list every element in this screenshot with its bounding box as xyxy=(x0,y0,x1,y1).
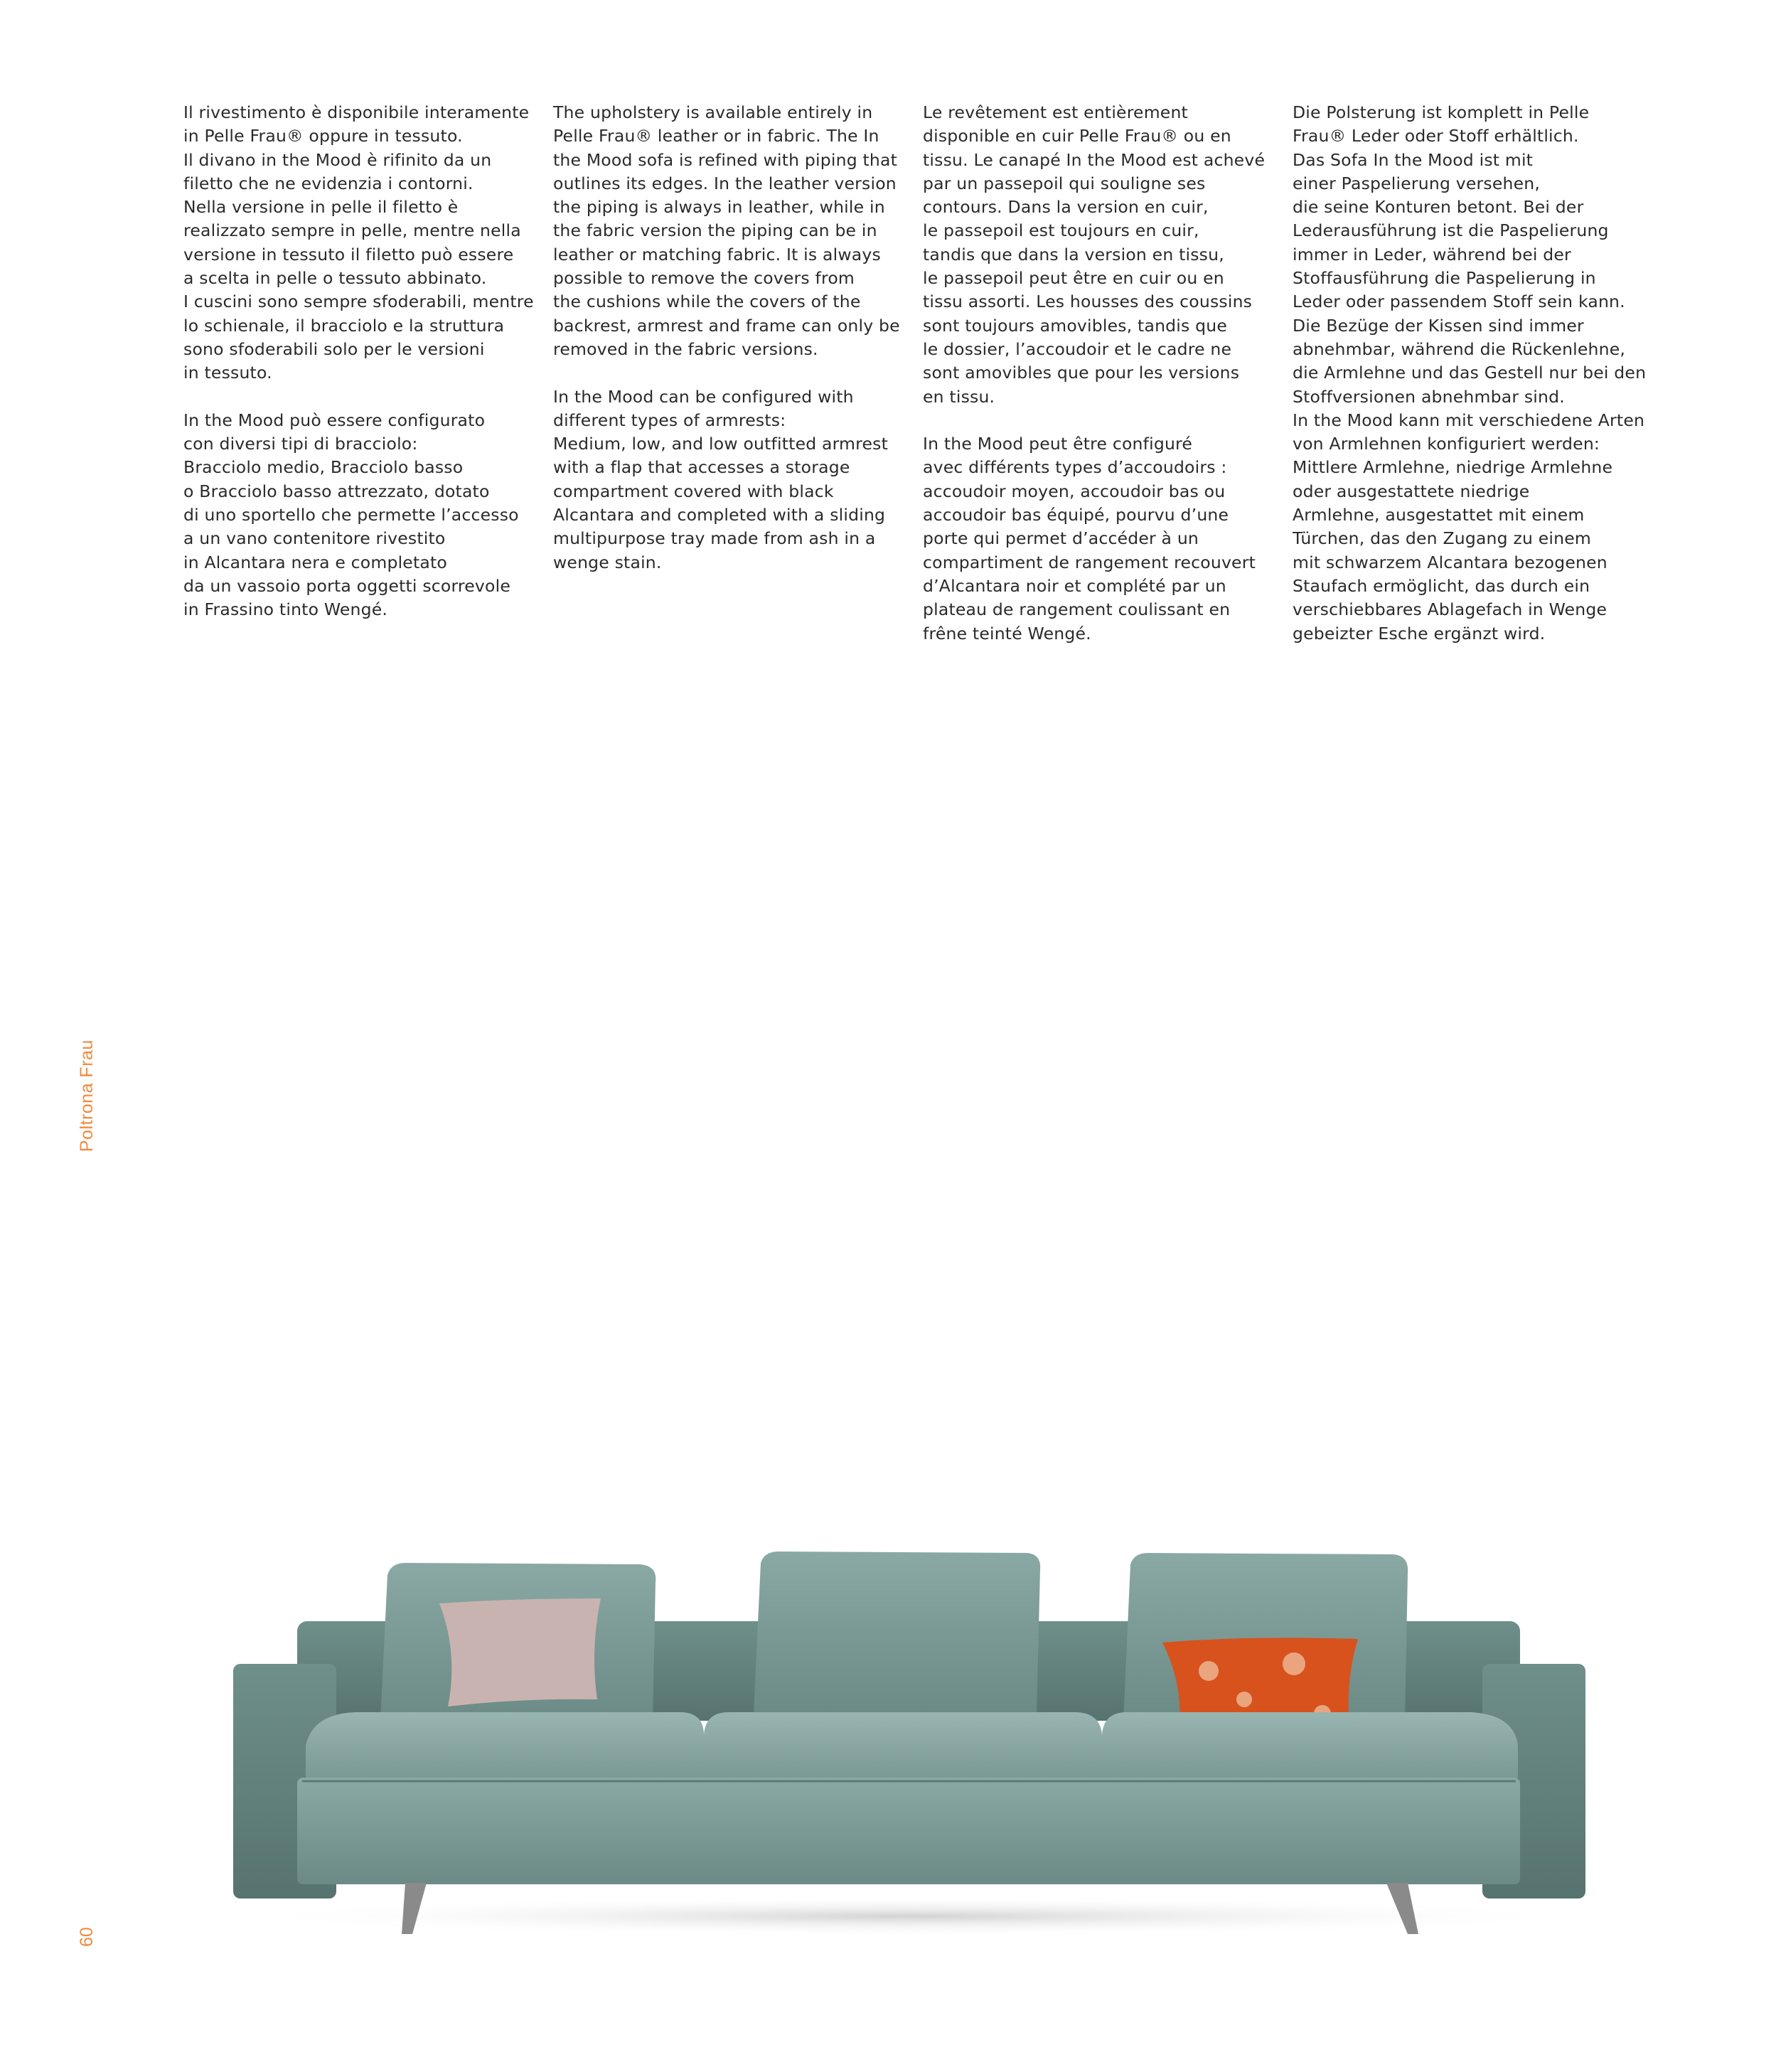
text-line: Die Polsterung ist komplett in Pelle xyxy=(1293,102,1590,122)
text-line: immer in Leder, während bei der xyxy=(1293,244,1571,265)
text-line: Stoffversionen abnehmbar sind. xyxy=(1293,386,1565,407)
text-line: wenge stain. xyxy=(553,552,662,572)
seat-cushion-center xyxy=(704,1712,1102,1778)
text-line: Il rivestimento è disponibile interamente xyxy=(183,102,530,122)
text-line: possible to remove the covers from xyxy=(553,268,855,289)
text-line: backrest, armrest and frame can only be xyxy=(553,315,900,336)
paragraph-italian-2 xyxy=(183,409,553,622)
text-line: le passepoil est toujours en cuir, xyxy=(923,220,1199,241)
column-english xyxy=(553,101,923,669)
text-line: verschiebbares Ablagefach in Wenge xyxy=(1293,599,1608,620)
text-line: sono sfoderabili solo per le versioni xyxy=(183,338,485,359)
text-line: da un vassoio porta oggetti scorrevole xyxy=(183,575,510,596)
sofa-illustration xyxy=(213,1507,1607,1948)
text-line: accoudoir moyen, accoudoir bas ou xyxy=(923,481,1226,501)
text-line: contours. Dans la version en cuir, xyxy=(923,197,1209,218)
text-line: in Frassino tinto Wengé. xyxy=(183,599,388,620)
text-line: Il divano in the Mood è rifinito da un xyxy=(183,149,492,170)
paragraph-italian-1 xyxy=(183,101,553,385)
text-line: different types of armrests: xyxy=(553,410,786,430)
pillow-pink xyxy=(439,1598,601,1707)
text-line: Die Bezüge der Kissen sind immer xyxy=(1293,315,1584,336)
sofa-image xyxy=(213,1507,1607,1948)
seat-cushion-right xyxy=(1102,1712,1518,1778)
paragraph-french-2 xyxy=(923,432,1293,646)
text-line: in Alcantara nera e completato xyxy=(183,552,447,572)
text-line: Stoffausführung die Paspelierung in xyxy=(1293,268,1596,289)
text-line: outlines its edges. In the leather version xyxy=(553,173,897,193)
text-line: Medium, low, and low outfitted armrest xyxy=(553,434,889,454)
text-line: Lederausführung ist die Paspelierung xyxy=(1293,220,1609,241)
text-line: gebeizter Esche ergänzt wird. xyxy=(1293,623,1546,644)
text-line: einer Paspelierung versehen, xyxy=(1293,173,1541,193)
paragraph-french-1 xyxy=(923,101,1293,409)
text-line: filetto che ne evidenzia i contorni. xyxy=(183,173,474,193)
text-line: con diversi tipi di bracciolo: xyxy=(183,434,418,454)
text-line: abnehmbar, während die Rückenlehne, xyxy=(1293,338,1626,359)
text-line: d’Alcantara noir et complété par un xyxy=(923,575,1226,596)
text-line: porte qui permet d’accéder à un xyxy=(923,528,1199,549)
text-line: Alcantara and completed with a sliding xyxy=(553,505,886,525)
text-line: In the Mood può essere configurato xyxy=(183,410,486,430)
paragraph-english-1 xyxy=(553,101,923,361)
paragraph-german-1 xyxy=(1293,101,1662,646)
text-line: plateau de rangement coulissant en xyxy=(923,599,1231,620)
text-line: Armlehne, ausgestattet mit einem xyxy=(1293,505,1585,525)
text-line: die Armlehne und das Gestell nur bei den xyxy=(1293,363,1647,383)
text-line: Bracciolo medio, Bracciolo basso xyxy=(183,457,464,478)
text-line: the piping is always in leather, while in xyxy=(553,197,885,218)
brand-label: Poltrona Frau xyxy=(77,1040,97,1152)
text-line: in tessuto. xyxy=(183,363,272,383)
text-line: par un passepoil qui souligne ses xyxy=(923,173,1206,193)
page-number: 60 xyxy=(77,1927,97,1947)
text-line: compartment covered with black xyxy=(553,481,834,501)
text-line: sont amovibles que pour les versions xyxy=(923,363,1240,383)
text-line: Mittlere Armlehne, niedrige Armlehne xyxy=(1293,457,1613,478)
text-line: In the Mood kann mit verschiedene Arten xyxy=(1293,410,1645,430)
text-line: a scelta in pelle o tessuto abbinato. xyxy=(183,268,487,289)
text-line: avec différents types d’accoudoirs : xyxy=(923,457,1227,478)
text-line: tissu assorti. Les housses des coussins xyxy=(923,292,1253,312)
text-line: multipurpose tray made from ash in a xyxy=(553,528,876,549)
text-line: Leder oder passendem Stoff sein kann. xyxy=(1293,292,1625,312)
text-line: sont toujours amovibles, tandis que xyxy=(923,315,1227,336)
text-line: disponible en cuir Pelle Frau® ou en xyxy=(923,126,1231,146)
text-line: compartiment de rangement recouvert xyxy=(923,552,1256,572)
text-line: The upholstery is available entirely in xyxy=(553,102,873,122)
text-line: with a flap that accesses a storage xyxy=(553,457,850,478)
text-line: en tissu. xyxy=(923,386,995,407)
column-italian xyxy=(183,101,553,669)
text-columns xyxy=(183,101,1662,669)
text-line: tissu. Le canapé In the Mood est achevé xyxy=(923,149,1266,170)
text-line: leather or matching fabric. It is always xyxy=(553,244,881,265)
text-line: le passepoil peut être en cuir ou en xyxy=(923,268,1224,289)
text-line: Frau® Leder oder Stoff erhältlich. xyxy=(1293,126,1579,146)
seat-cushion-left xyxy=(306,1712,704,1778)
text-line: in Pelle Frau® oppure in tessuto. xyxy=(183,126,463,146)
text-line: di uno sportello che permette l’accesso xyxy=(183,505,519,525)
text-line: removed in the fabric versions. xyxy=(553,338,818,359)
text-line: the Mood sofa is refined with piping that xyxy=(553,149,898,170)
text-line: lo schienale, il bracciolo e la struttura xyxy=(183,315,505,336)
text-line: a un vano contenitore rivestito xyxy=(183,528,446,549)
text-line: accoudoir bas équipé, pourvu d’une xyxy=(923,505,1229,525)
text-line: realizzato sempre in pelle, mentre nella xyxy=(183,220,521,241)
text-line: Das Sofa In the Mood ist mit xyxy=(1293,149,1534,170)
text-line: versione in tessuto il filetto può essere xyxy=(183,244,514,265)
text-line: Türchen, das den Zugang zu einem xyxy=(1293,528,1591,549)
text-line: o Bracciolo basso attrezzato, dotato xyxy=(183,481,490,501)
text-line: In the Mood can be configured with xyxy=(553,386,854,407)
text-line: Le revêtement est entièrement xyxy=(923,102,1188,122)
text-line: the fabric version the piping can be in xyxy=(553,220,877,241)
text-line: die seine Konturen betont. Bei der xyxy=(1293,197,1584,218)
text-line: I cuscini sono sempre sfoderabili, mentre xyxy=(183,292,534,312)
text-line: Staufach ermöglicht, das durch ein xyxy=(1293,575,1590,596)
floor-shadow xyxy=(235,1896,1585,1936)
text-line: oder ausgestattete niedrige xyxy=(1293,481,1530,501)
sofa-base xyxy=(297,1778,1520,1884)
text-line: Nella versione in pelle il filetto è xyxy=(183,197,459,218)
paragraph-english-2 xyxy=(553,385,923,575)
text-line: Pelle Frau® leather or in fabric. The In xyxy=(553,126,879,146)
back-cushion-center xyxy=(754,1552,1040,1714)
text-line: frêne teinté Wengé. xyxy=(923,623,1091,644)
column-french xyxy=(923,101,1293,669)
text-line: mit schwarzem Alcantara bezogenen xyxy=(1293,552,1608,572)
text-line: the cushions while the covers of the xyxy=(553,292,861,312)
text-line: le dossier, l’accoudoir et le cadre ne xyxy=(923,338,1232,359)
text-line: In the Mood peut être configuré xyxy=(923,434,1193,454)
text-line: von Armlehnen konfiguriert werden: xyxy=(1293,434,1600,454)
column-german xyxy=(1293,101,1662,669)
text-line: tandis que dans la version en tissu, xyxy=(923,244,1224,265)
